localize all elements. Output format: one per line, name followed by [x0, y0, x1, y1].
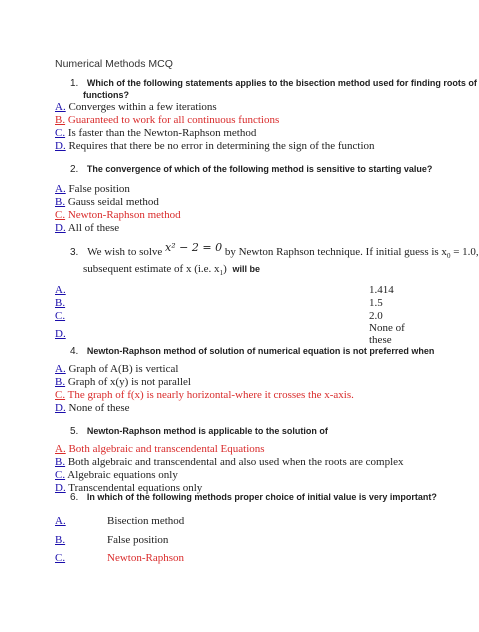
option-text: All of these: [67, 222, 120, 234]
option-text: Requires that there be no error in determining the sign of the function: [68, 140, 375, 152]
option-c[interactable]: [55, 127, 256, 139]
option-letter[interactable]: B.: [55, 456, 66, 468]
option-text: Gauss seidal method: [67, 196, 159, 208]
option-c[interactable]: [55, 469, 178, 481]
question-text: In which of the following methods proper choice of initial value is very important?: [86, 492, 437, 502]
option-d[interactable]: [55, 402, 130, 414]
question-3: [70, 241, 479, 261]
option-text: Transcendental equations only: [68, 482, 203, 494]
option-letter[interactable]: B.: [55, 376, 66, 388]
option-letter[interactable]: C.: [55, 552, 66, 564]
option-text: Converges within a few iterations: [68, 101, 217, 113]
option-c[interactable]: [55, 389, 354, 401]
option-a[interactable]: [55, 515, 66, 527]
question-number: 2.: [70, 164, 79, 175]
option-text: None of these: [68, 402, 130, 414]
option-letter[interactable]: A.: [55, 284, 66, 296]
option-c-text: Newton-Raphson: [107, 552, 184, 564]
option-text: The graph of f(x) is nearly horizontal-where it crosses the x-axis.: [67, 389, 354, 401]
option-letter[interactable]: B.: [55, 114, 66, 126]
option-b[interactable]: [55, 534, 65, 546]
question-number: 5.: [70, 426, 79, 437]
option-text: Both algebraic and transcendental and also used when the roots are complex: [67, 456, 404, 468]
option-letter[interactable]: A.: [55, 183, 66, 195]
option-letter[interactable]: D.: [55, 402, 66, 414]
option-letter[interactable]: C.: [55, 127, 66, 139]
question-text: Which of the following statements applies to the bisection method used for finding roots of: [86, 78, 477, 88]
option-letter[interactable]: A.: [55, 101, 66, 113]
question-text: ): [223, 263, 227, 275]
option-b-letter[interactable]: [55, 297, 65, 309]
option-letter[interactable]: D.: [55, 482, 66, 494]
question-text: = 1.0,: [450, 246, 479, 258]
option-a-value: 1.414: [369, 284, 394, 296]
option-a[interactable]: [55, 183, 130, 195]
option-d[interactable]: [55, 140, 375, 152]
question-text: Newton-Raphson method is applicable to the solution of: [86, 426, 328, 436]
question-text: by Newton Raphson technique. If initial guess is x: [224, 246, 447, 258]
option-d-value-line1: None of: [369, 322, 405, 334]
option-text: Both algebraic and transcendental Equations: [68, 443, 265, 455]
option-a[interactable]: [55, 101, 217, 113]
option-c[interactable]: [55, 209, 181, 221]
option-c[interactable]: [55, 552, 65, 564]
question-6: [70, 492, 437, 503]
option-b-value: 1.5: [369, 297, 383, 309]
option-letter[interactable]: D.: [55, 140, 66, 152]
question-3-cont: [83, 263, 260, 277]
question-text: The convergence of which of the following method is sensitive to starting value?: [86, 164, 433, 174]
option-text: Graph of x(y) is not parallel: [67, 376, 191, 388]
question-5: [70, 426, 328, 437]
question-number: 3.: [70, 247, 79, 258]
question-text-cont: functions?: [83, 90, 129, 100]
option-letter[interactable]: A.: [55, 363, 66, 375]
subscript: 1: [219, 269, 224, 278]
option-a-text: Bisection method: [107, 515, 185, 527]
option-letter[interactable]: A.: [55, 515, 66, 527]
option-text: Algebraic equations only: [67, 469, 178, 481]
option-text: Guaranteed to work for all continuous functions: [67, 114, 280, 126]
option-d[interactable]: [55, 222, 119, 234]
option-letter[interactable]: A.: [55, 443, 66, 455]
question-number: 1.: [70, 78, 79, 89]
question-number: 6.: [70, 492, 79, 503]
option-a[interactable]: [55, 443, 265, 455]
option-b[interactable]: [55, 376, 191, 388]
question-text: Newton-Raphson method of solution of numerical equation is not preferred when: [86, 346, 435, 356]
option-letter[interactable]: D.: [55, 328, 66, 340]
option-letter[interactable]: C.: [55, 209, 66, 221]
option-letter[interactable]: D.: [55, 222, 66, 234]
question-2: [70, 164, 432, 175]
option-d-value-line2: these: [369, 334, 392, 346]
question-text: subsequent estimate of x (i.e. x: [83, 263, 220, 275]
question-text: will be: [232, 264, 260, 274]
option-text: Is faster than the Newton-Raphson method: [67, 127, 257, 139]
option-letter[interactable]: B.: [55, 196, 66, 208]
question-text: We wish to solve: [87, 246, 163, 258]
document-title: Numerical Methods MCQ: [55, 58, 173, 70]
option-letter[interactable]: C.: [55, 389, 66, 401]
option-letter[interactable]: C.: [55, 310, 66, 322]
option-c-letter[interactable]: [55, 310, 65, 322]
option-b-text: False position: [107, 534, 169, 546]
option-b[interactable]: [55, 114, 279, 126]
option-text: Graph of A(B) is vertical: [68, 363, 179, 375]
option-letter[interactable]: B.: [55, 297, 66, 309]
option-text: False position: [68, 183, 130, 195]
option-d-letter[interactable]: [55, 328, 66, 340]
question-4: [70, 346, 434, 357]
question-number: 4.: [70, 346, 79, 357]
option-letter[interactable]: C.: [55, 469, 66, 481]
option-b[interactable]: [55, 196, 159, 208]
option-b[interactable]: [55, 456, 404, 468]
option-c-value: 2.0: [369, 310, 383, 322]
option-letter[interactable]: B.: [55, 534, 66, 546]
question-1: [70, 78, 477, 89]
option-a-letter[interactable]: [55, 284, 66, 296]
option-text: Newton-Raphson method: [67, 209, 181, 221]
equation: x² − 2 = 0: [165, 241, 223, 254]
subscript: 0: [446, 252, 451, 261]
option-a[interactable]: [55, 363, 178, 375]
